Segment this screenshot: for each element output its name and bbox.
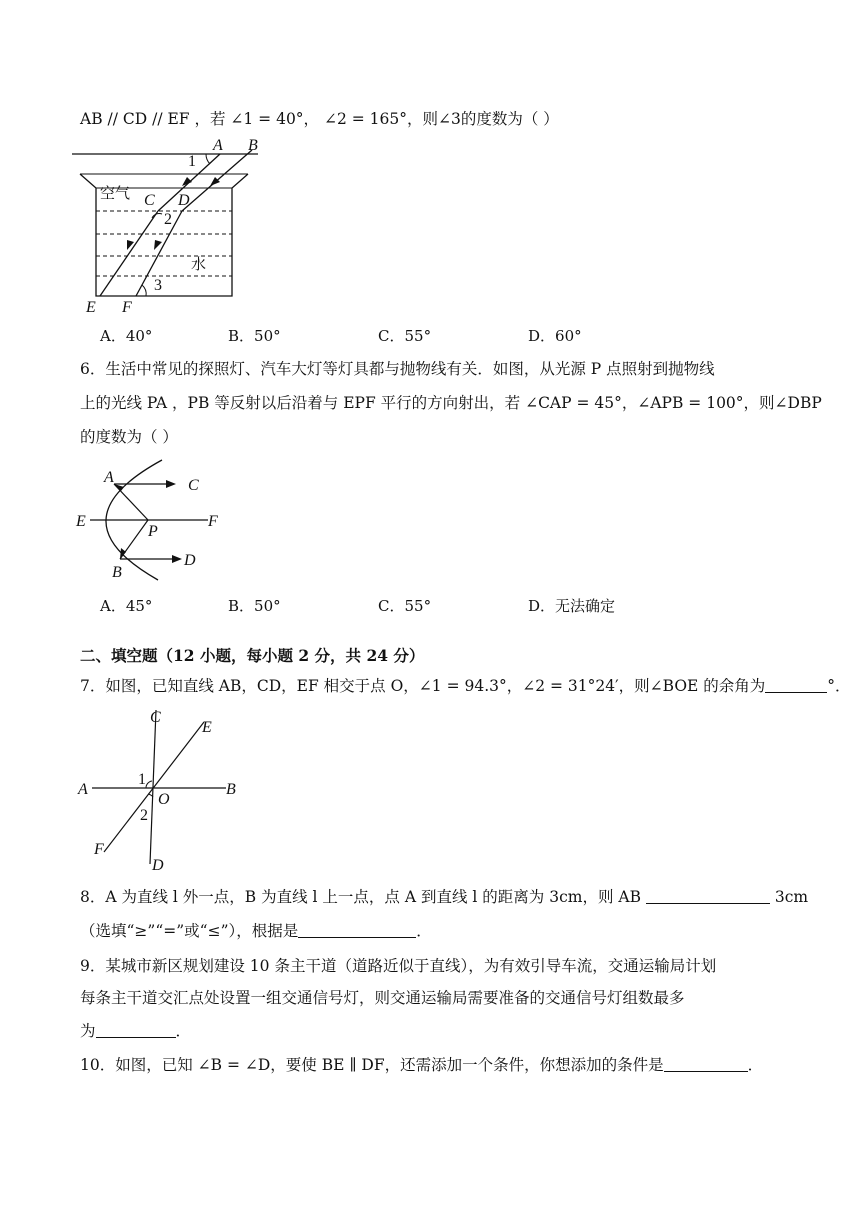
q5-air-label: 空气 — [100, 184, 131, 202]
q8-line-2-a: （选填“≥”“=”或“≤”），根据是 — [80, 922, 299, 940]
q8-answer-blank-2[interactable] — [298, 921, 416, 938]
q6-line-2: 上的光线 PA ，PB 等反射以后沿着与 EPF 平行的方向射出，若 ∠CAP = 45°，∠APB = 100°，则∠DBP — [80, 394, 822, 412]
q7-label-e: E — [202, 719, 212, 736]
q6-line-1: 6．生活中常见的探照灯、汽车大灯等灯具都与抛物线有关．如图，从光源 P 点照射到抛物线 — [80, 360, 715, 378]
q10-text-a: 10．如图，已知 ∠B = ∠D，要使 BE ∥ DF，还需添加一个条件，你想添加的条件是 — [80, 1056, 664, 1074]
q5-water-label: 水 — [191, 255, 207, 273]
q6-label-p: P — [148, 523, 158, 540]
q5-label-c: C — [144, 192, 155, 209]
q6-label-a: A — [104, 469, 114, 486]
section-2-heading: 二、填空题（12 小题，每小题 2 分，共 24 分） — [80, 646, 425, 665]
q9-line-2: 每条主干道交汇点处设置一组交通信号灯，则交通运输局需要准备的交通信号灯组数最多 — [80, 989, 685, 1007]
q6-label-b: B — [112, 564, 122, 581]
q6-option-b[interactable]: B．50° — [228, 597, 281, 615]
q6-parabola-figure — [72, 456, 232, 582]
q7-text — [80, 675, 851, 697]
q5-option-d[interactable]: D．60° — [528, 327, 582, 345]
q7-label-d: D — [152, 857, 164, 874]
q6-label-f: F — [208, 513, 218, 530]
q6-label-c: C — [188, 477, 199, 494]
q7-answer-blank[interactable] — [765, 676, 827, 693]
q7-intersecting-lines-figure — [74, 704, 244, 874]
q5-angle-2-label: 2 — [164, 211, 172, 228]
q8-line-1-b: 3cm — [774, 888, 809, 906]
q10-answer-blank[interactable] — [664, 1055, 748, 1072]
q5-label-f: F — [122, 299, 132, 316]
q9-line-1: 9．某城市新区规划建设 10 条主干道（道路近似于直线），为有效引导车流，交通运输局计划 — [80, 957, 717, 975]
q5-angle-3-label: 3 — [154, 277, 162, 294]
q10-text-b: ． — [747, 1056, 764, 1074]
q9-line-3-b: ． — [175, 1022, 192, 1040]
q10-text — [80, 1054, 763, 1076]
q6-option-c[interactable]: C．55° — [378, 597, 432, 615]
q7-text-a: 7．如图，已知直线 AB，CD，EF 相交于点 O，∠1 = 94.3°，∠2 = 31°24′，则∠BOE 的余角为 — [80, 677, 766, 695]
q5-label-d: D — [178, 192, 190, 209]
q8-line-1 — [80, 886, 808, 908]
q7-angle-2-label: 2 — [140, 807, 148, 824]
q6-label-e: E — [76, 513, 86, 530]
q8-line-2 — [80, 920, 432, 942]
q5-stem: AB // CD // EF ，若 ∠1 = 40°， ∠2 = 165°，则∠3的度数为（ ） — [80, 110, 559, 128]
q9-line-3-a: 为 — [80, 1022, 96, 1040]
q5-option-c[interactable]: C．55° — [378, 327, 432, 345]
q8-line-2-b: ． — [416, 922, 432, 940]
q6-label-d: D — [184, 552, 196, 569]
q7-angle-1-label: 1 — [138, 771, 146, 788]
q5-label-b: B — [248, 137, 258, 154]
q9-answer-blank[interactable] — [96, 1021, 176, 1038]
q7-label-a: A — [78, 781, 88, 798]
q9-line-3 — [80, 1020, 191, 1042]
q8-answer-blank-1[interactable] — [646, 887, 770, 904]
q5-refraction-figure — [70, 136, 260, 316]
q5-label-a: A — [213, 137, 223, 154]
q7-label-c: C — [150, 709, 161, 726]
q6-option-d[interactable]: D．无法确定 — [528, 597, 616, 615]
q6-line-3: 的度数为（ ） — [80, 428, 178, 446]
q7-label-b: B — [226, 781, 236, 798]
q5-option-a[interactable]: A．40° — [100, 327, 153, 345]
q5-option-b[interactable]: B．50° — [228, 327, 281, 345]
q5-label-e: E — [86, 299, 96, 316]
q8-line-1-a: 8．A 为直线 l 外一点，B 为直线 l 上一点，点 A 到直线 l 的距离为 3cm，则 AB — [80, 888, 641, 906]
q7-text-b: °． — [827, 677, 851, 695]
q7-label-o: O — [158, 791, 170, 808]
q6-option-a[interactable]: A．45° — [100, 597, 153, 615]
q7-label-f: F — [94, 841, 104, 858]
q5-angle-1-label: 1 — [188, 153, 196, 170]
